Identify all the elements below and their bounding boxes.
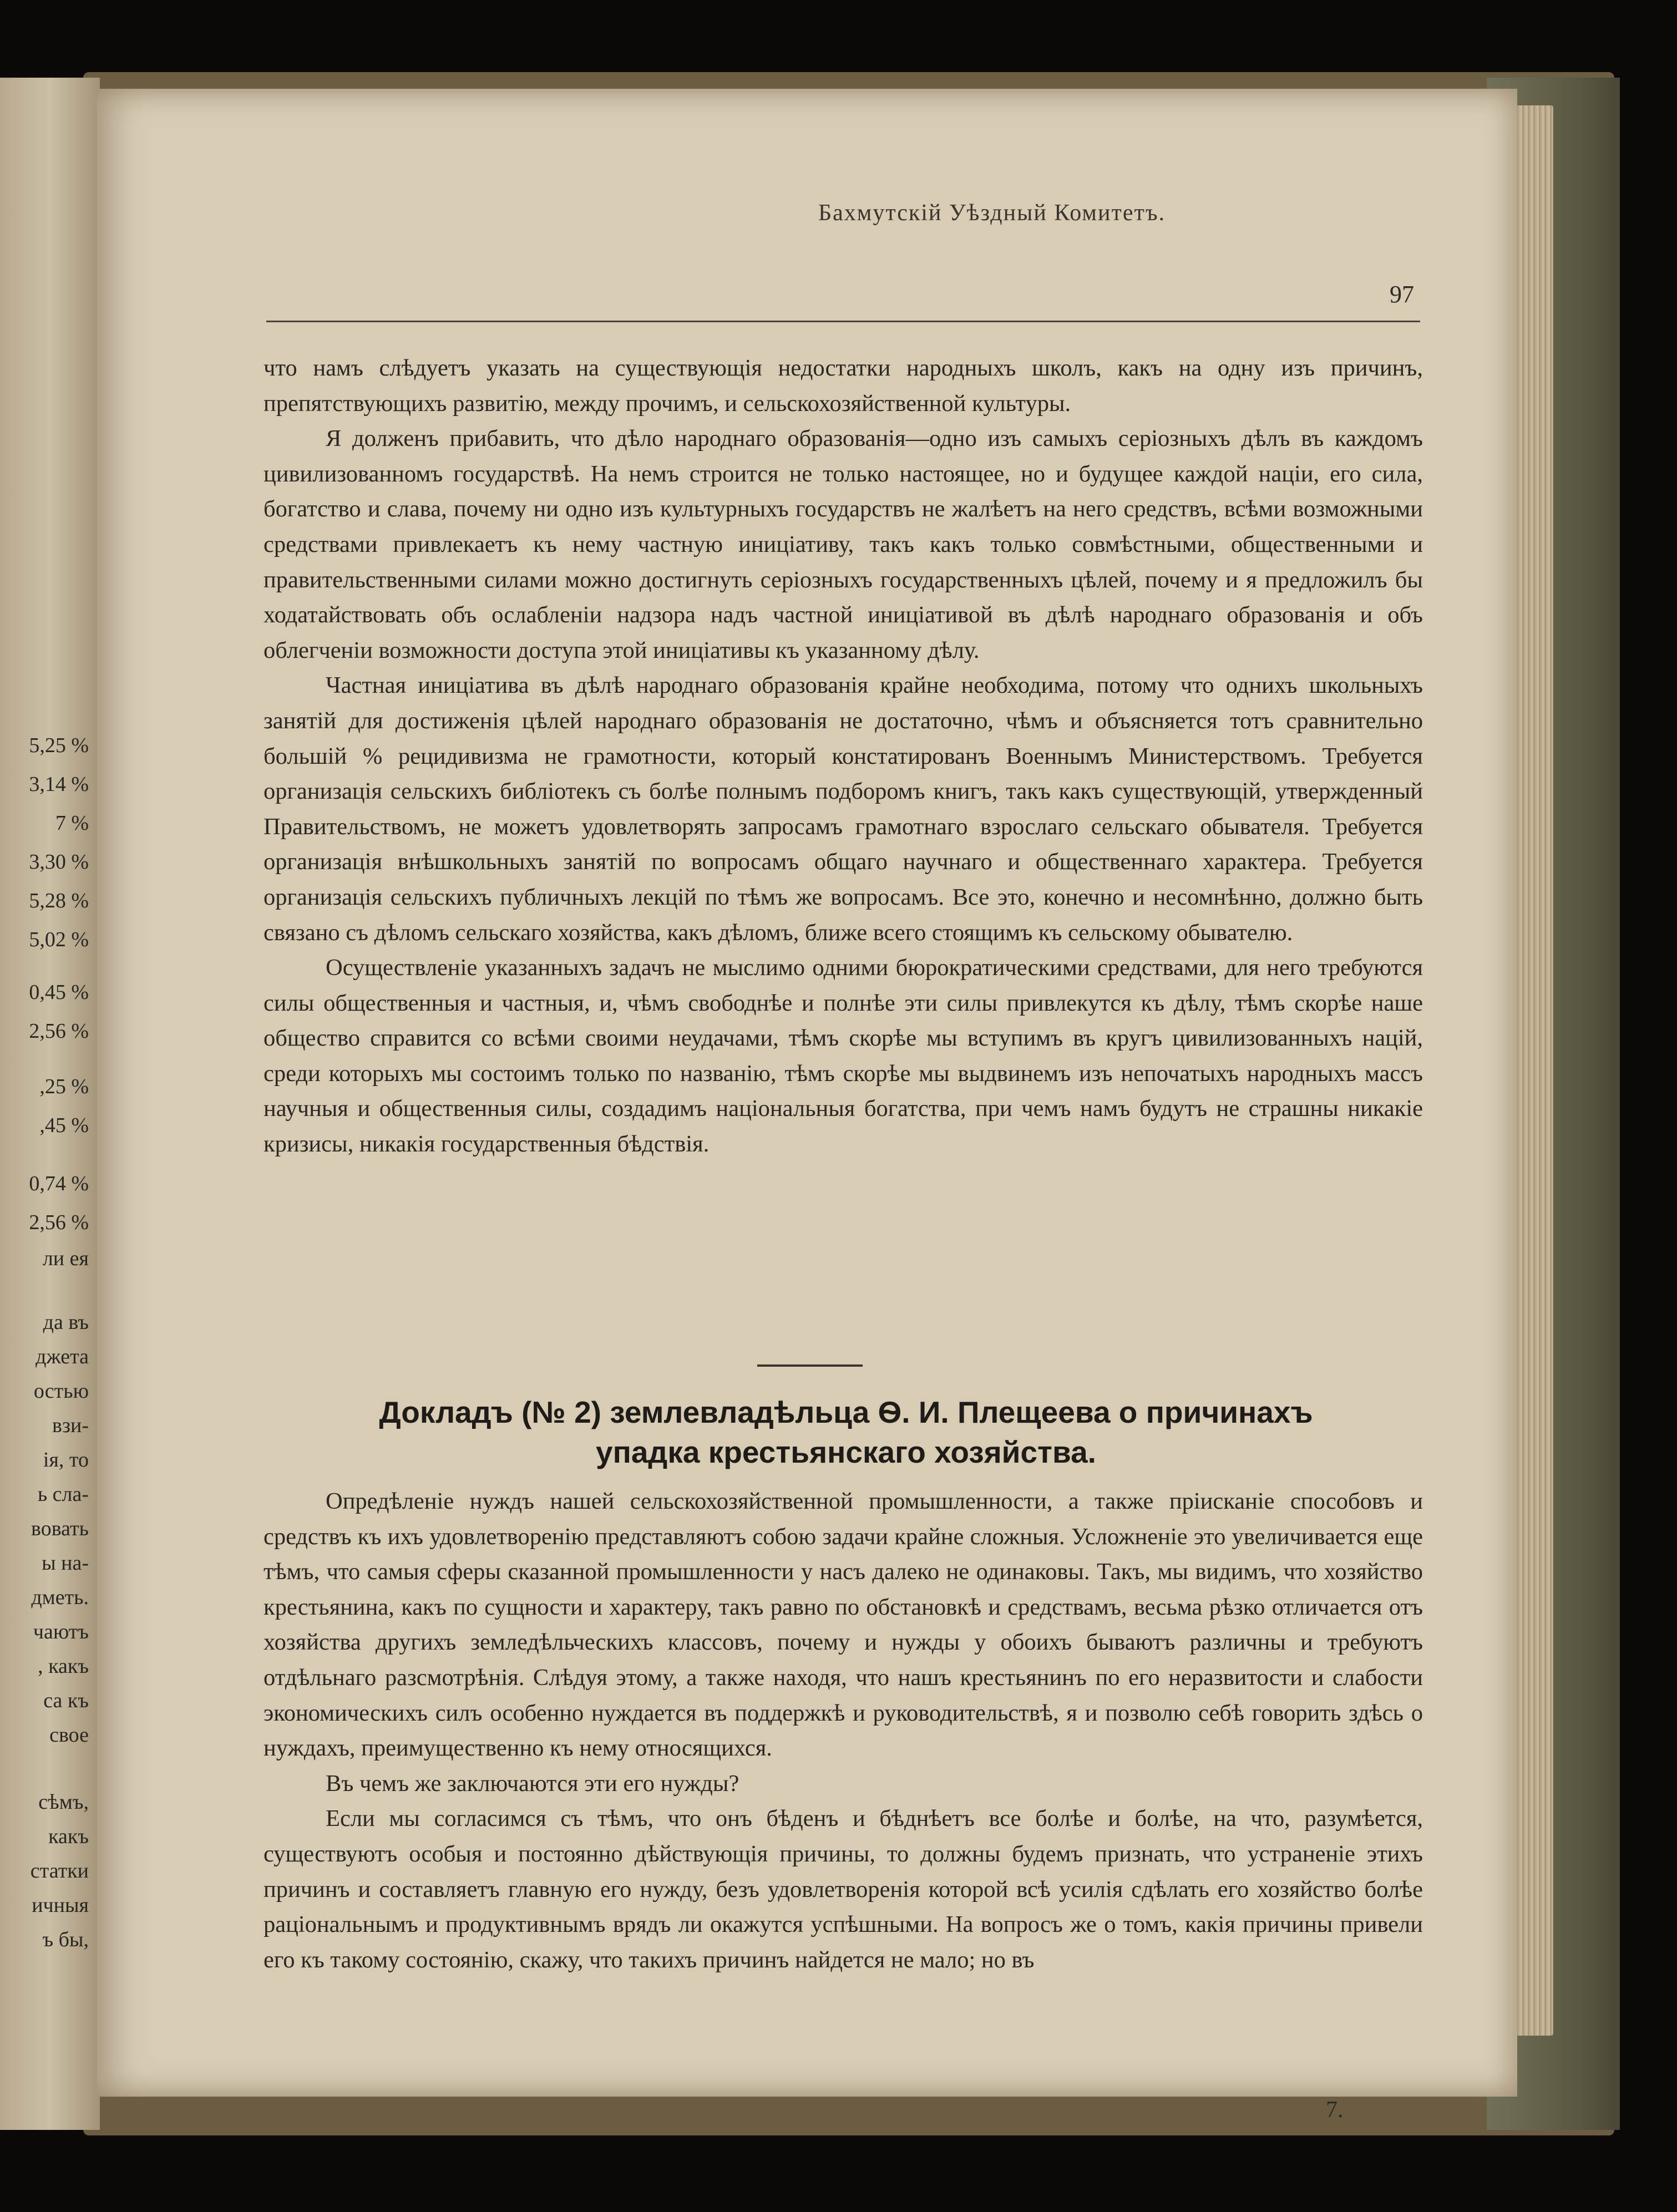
margin-fragment: , какъ bbox=[38, 1655, 89, 1678]
margin-fragment: статки bbox=[30, 1859, 89, 1883]
margin-fragment: ы на- bbox=[42, 1551, 89, 1575]
margin-fragment: свое bbox=[49, 1723, 89, 1747]
paragraph: Осуществленіе указанныхъ задачъ не мыслимо одними бюрократическими средствами, для него требуются силы общественныя и частныя, и, чѣмъ свободнѣе и полнѣе эти силы привлекутся къ дѣлу, тѣмъ скорѣе наше общество справится со всѣми своими неудачами, тѣмъ скорѣе мы вступимъ въ кругъ цивилизованныхъ націй, среди которыхъ мы состоимъ только по названію, тѣмъ скорѣе мы выдвинемъ изъ непочатыхъ народныхъ массъ научныя и общественныя силы, создадимъ національныя богатства, при чемъ намъ будутъ не страшны никакіе кризисы, никакія государственныя бѣдствія. bbox=[264, 955, 1423, 1158]
paragraph: Въ чемъ же заключаются эти его нужды? bbox=[326, 1770, 739, 1797]
margin-fragment: дметь. bbox=[31, 1586, 89, 1609]
page-number: 97 bbox=[1390, 281, 1414, 308]
margin-fragment: 5,28 % bbox=[29, 889, 89, 912]
margin-fragment: са къ bbox=[43, 1689, 89, 1712]
margin-fragment: ли ея bbox=[42, 1247, 89, 1270]
paragraph: Частная иниціатива въ дѣлѣ народнаго образованія крайне необходима, потому что однихъ школьныхъ занятій для достиженія цѣлей народнаго образованія не достаточно, чѣмъ и объясняется тотъ сравнительно большій % рецидивизма не грамотности, который констатированъ Военнымъ Министерствомъ. Требуется организація сельскихъ библіотекъ съ болѣе полнымъ подборомъ книгъ, такъ какъ существующій, утвержденный Правительствомъ, не можетъ удовлетворять запросамъ грамотнаго взрослаго сельскаго обывателя. Требуется организація внѣшкольныхъ занятій по вопросамъ общаго научнаго и общественнаго характера. Требуется организація сельскихъ публичныхъ лекцій по тѣмъ же вопросамъ. Все это, конечно и несомнѣнно, должно быть связано съ дѣломъ сельскаго хозяйства, какъ дѣломъ, ближе всего стоящимъ къ сельскому обывателю. bbox=[264, 672, 1423, 946]
paragraph: что намъ слѣдуетъ указать на существующія недостатки народныхъ школъ, какъ на одну изъ причинъ, препятствующихъ развитію, между прочимъ, и сельскохозяйственной культуры. bbox=[264, 355, 1423, 417]
margin-fragment: взи- bbox=[52, 1414, 89, 1437]
margin-fragment: 5,02 % bbox=[29, 928, 89, 951]
margin-fragment: да въ bbox=[43, 1311, 89, 1334]
signature-mark: 7. bbox=[1326, 2097, 1344, 2123]
margin-fragment: 2,56 % bbox=[29, 1211, 89, 1234]
left-page-fragment bbox=[0, 78, 100, 2130]
header-rule bbox=[266, 321, 1420, 322]
margin-fragment: чаютъ bbox=[33, 1620, 89, 1643]
book-page bbox=[97, 89, 1517, 2123]
margin-fragment: ичныя bbox=[32, 1894, 89, 1917]
section1-body bbox=[264, 351, 1423, 1162]
report-heading bbox=[264, 1392, 1428, 1472]
margin-fragment: 5,25 % bbox=[29, 734, 89, 757]
margin-fragment: 7 % bbox=[55, 811, 89, 835]
margin-fragment: 0,74 % bbox=[29, 1172, 89, 1195]
margin-fragment: 3,30 % bbox=[29, 850, 89, 874]
running-head bbox=[818, 200, 1440, 239]
margin-fragment: сѣмъ, bbox=[38, 1790, 89, 1814]
margin-fragment: 3,14 % bbox=[29, 773, 89, 796]
margin-fragment: вовать bbox=[31, 1517, 89, 1540]
margin-fragment: ія, то bbox=[43, 1448, 89, 1472]
margin-fragment: ,25 % bbox=[39, 1075, 89, 1098]
margin-fragment: ь сла- bbox=[37, 1483, 89, 1506]
margin-fragment: 2,56 % bbox=[29, 1019, 89, 1043]
paragraph: Я долженъ прибавить, что дѣло народнаго образованія—одно изъ самыхъ серіозныхъ дѣлъ въ каждомъ цивилизованномъ государствѣ. На немъ строится не только настоящее, но и будущее каждой націи, его сила, богатство и слава, почему ни одно изъ культурныхъ государствъ не жалѣетъ на него средствъ, всѣми возможными средствами привлекаетъ къ нему частную иниціативу, такъ какъ только совмѣстными, общественными и правительственными силами можно достигнуть серіозныхъ государственныхъ цѣлей, почему и я предложилъ бы ходатайствовать объ ослабленіи надзора надъ частной иниціативой въ дѣлѣ народнаго образованія и объ облегченіи возможности доступа этой иниціативы къ указанному дѣлу. bbox=[264, 425, 1423, 663]
running-title: Бахмутскій Уѣздный Комитетъ. bbox=[818, 200, 1166, 226]
margin-fragment: какъ bbox=[48, 1825, 89, 1848]
section-divider bbox=[757, 1364, 863, 1367]
paragraph: Опредѣленіе нуждъ нашей сельскохозяйственной промышленности, а также пріисканіе способовъ и средствъ къ ихъ удовлетворенію представляютъ собою задачи крайне сложныя. Усложненіе это увеличивается еще тѣмъ, что самыя сферы сказанной промышленности у насъ далеко не одинаковы. Такъ, мы видимъ, что хозяйство крестьянина, какъ по сущности и характеру, такъ равно по обстановкѣ и средствамъ, весьма рѣзко отличается отъ хозяйства другихъ земледѣльческихъ классовъ, почему и нужды у обоихъ бываютъ различны и требуютъ отдѣльнаго разсмотрѣнія. Слѣдуя этому, а также находя, что нашъ крестьянинъ по его неразвитости и слабости экономическихъ силъ особенно нуждается въ поддержкѣ и руководительствѣ, я и позволю себѣ говорить здѣсь о нуждахъ, преимущественно къ нему относящихся. bbox=[264, 1488, 1423, 1762]
margin-fragment: 0,45 % bbox=[29, 981, 89, 1004]
heading-line: упадка крестьянскаго хозяйства. bbox=[596, 1435, 1096, 1469]
paragraph: Если мы согласимся съ тѣмъ, что онъ бѣденъ и бѣднѣетъ все болѣе и болѣе, на что, разумѣется, существуютъ особыя и постоянно дѣйствующія причины, то должны будемъ признать, что устраненіе этихъ причинъ и составляетъ главную его нужду, безъ удовлетворенія которой всѣ усилія сдѣлать его хозяйство болѣе раціональнымъ и продуктивнымъ врядъ ли окажутся успѣшными. На вопросъ же о томъ, какія причины привели его къ такому состоянію, скажу, что такихъ причинъ найдется не мало; но въ bbox=[264, 1805, 1423, 1973]
margin-fragment: ,45 % bbox=[39, 1114, 89, 1137]
heading-line: Докладъ (№ 2) землевладѣльца Ѳ. И. Плещеева о причинахъ bbox=[379, 1395, 1313, 1429]
margin-fragment: ъ бы, bbox=[42, 1928, 89, 1951]
margin-fragment: остью bbox=[33, 1379, 89, 1403]
section2-body bbox=[264, 1484, 1423, 1977]
margin-fragment: джета bbox=[36, 1345, 89, 1368]
